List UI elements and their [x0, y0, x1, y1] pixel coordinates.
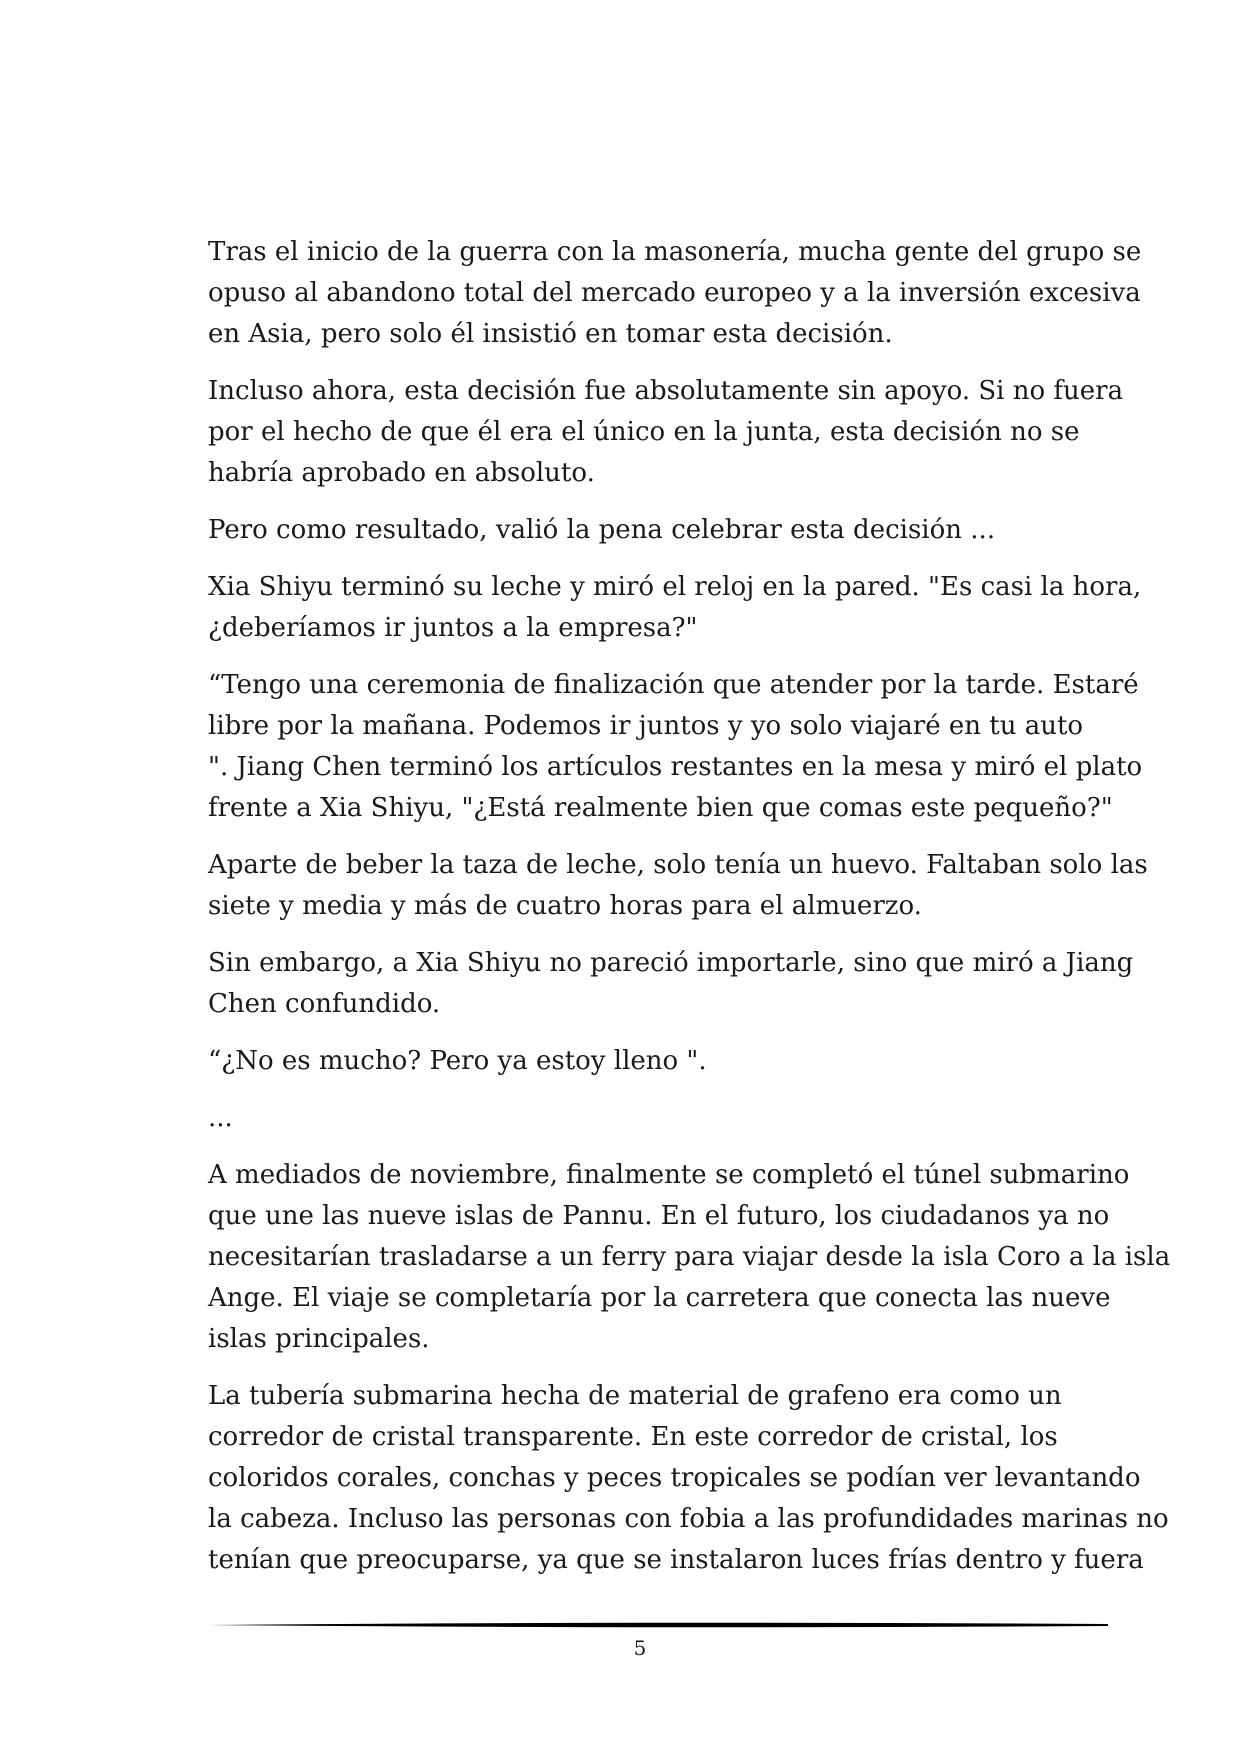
- text-line: Sin embargo, a Xia Shiyu no pareció importarle, sino que miró a Jiang: [208, 948, 1134, 978]
- text-line: Pero como resultado, valió la pena celebrar esta decisión ...: [208, 515, 996, 545]
- text-line: libre por la mañana. Podemos ir juntos y yo solo viajaré en tu auto: [208, 711, 1084, 741]
- text-line: “Tengo una ceremonia de finalización que atender por la tarde. Estaré: [208, 670, 1139, 700]
- text-line: frente a Xia Shiyu, "¿Está realmente bien que comas este pequeño?": [208, 793, 1113, 823]
- paragraph: [208, 1155, 1171, 1360]
- text-line: coloridos corales, conchas y peces tropicales se podían ver levantando: [208, 1463, 1141, 1493]
- text-line: que une las nueve islas de Pannu. En el futuro, los ciudadanos ya no: [208, 1201, 1110, 1231]
- page-number: 5: [633, 1636, 647, 1660]
- text-line: Aparte de beber la taza de leche, solo tenía un huevo. Faltaban solo las: [208, 850, 1148, 880]
- paragraph: [208, 845, 1148, 927]
- scene-break: [208, 1098, 1068, 1139]
- text-line: opuso al abandono total del mercado europeo y a la inversión excesiva: [208, 278, 1141, 308]
- text-line: A mediados de noviembre, finalmente se completó el túnel submarino: [208, 1160, 1130, 1190]
- paragraph: [208, 1041, 1068, 1082]
- paragraph: [208, 232, 1142, 355]
- footer-divider-line: [208, 1623, 1108, 1628]
- paragraph: [208, 567, 1142, 649]
- text-line: corredor de cristal transparente. En este corredor de cristal, los: [208, 1422, 1058, 1452]
- text-line: islas principales.: [208, 1324, 430, 1354]
- text-line: siete y media y más de cuatro horas para el almuerzo.: [208, 891, 922, 921]
- text-line: “¿No es mucho? Pero ya estoy lleno ".: [208, 1046, 707, 1076]
- paragraph: [208, 371, 1124, 494]
- text-line: Ange. El viaje se completaría por la carretera que conecta las nueve: [208, 1283, 1111, 1313]
- paragraph: [208, 510, 1068, 551]
- text-line: por el hecho de que él era el único en la junta, esta decisión no se: [208, 417, 1080, 447]
- text-line: La tubería submarina hecha de material de grafeno era como un: [208, 1381, 1062, 1411]
- body-text: [208, 232, 1171, 1597]
- text-line: Chen confundido.: [208, 989, 441, 1019]
- paragraph: [208, 1376, 1169, 1581]
- text-line: Incluso ahora, esta decisión fue absolutamente sin apoyo. Si no fuera: [208, 376, 1124, 406]
- paragraph: [208, 665, 1143, 829]
- text-line: ¿deberíamos ir juntos a la empresa?": [208, 613, 698, 643]
- text-line: la cabeza. Incluso las personas con fobia a las profundidades marinas no: [208, 1504, 1169, 1534]
- footer-divider: [208, 1620, 1108, 1630]
- text-line: necesitarían trasladarse a un ferry para viajar desde la isla Coro a la isla: [208, 1242, 1171, 1272]
- text-line: en Asia, pero solo él insistió en tomar esta decisión.: [208, 319, 893, 349]
- text-line: tenían que preocuparse, ya que se instalaron luces frías dentro y fuera: [208, 1545, 1144, 1575]
- text-line: ". Jiang Chen terminó los artículos restantes en la mesa y miró el plato: [208, 752, 1143, 782]
- text-line: Tras el inicio de la guerra con la masonería, mucha gente del grupo se: [208, 237, 1142, 267]
- text-line: ...: [208, 1103, 233, 1133]
- paragraph: [208, 943, 1134, 1025]
- text-line: habría aprobado en absoluto.: [208, 458, 595, 488]
- text-line: Xia Shiyu terminó su leche y miró el reloj en la pared. "Es casi la hora,: [208, 572, 1142, 602]
